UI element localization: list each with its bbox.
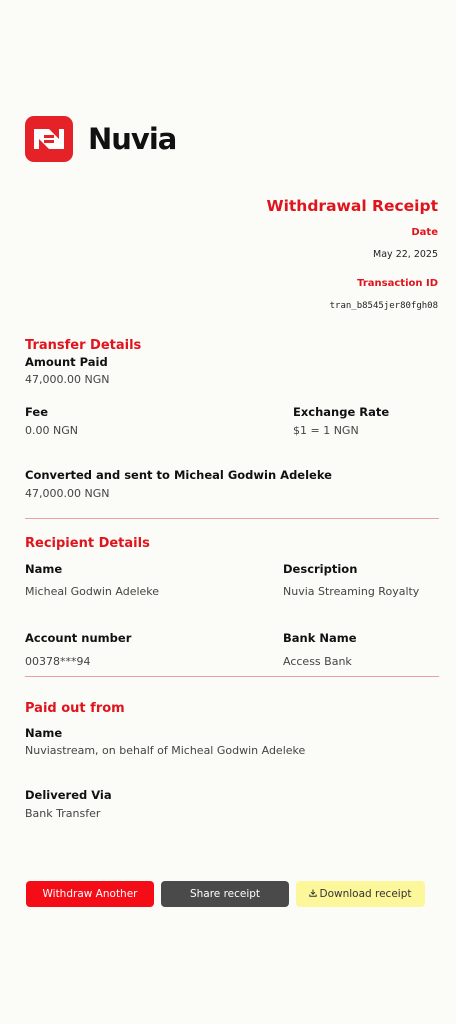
paid-out-title: Paid out from	[25, 701, 125, 716]
converted-value: 47,000.00 NGN	[25, 487, 110, 500]
amount-paid-value: 47,000.00 NGN	[25, 373, 110, 386]
description-label: Description	[283, 562, 358, 576]
account-number-value: 00378***94	[25, 655, 91, 668]
withdraw-another-button[interactable]	[26, 881, 154, 907]
download-receipt-label: Download receipt	[319, 888, 412, 900]
receipt-title: Withdrawal Receipt	[266, 197, 438, 215]
description-value: Nuvia Streaming Royalty	[283, 585, 420, 598]
download-receipt-button[interactable]	[296, 881, 425, 907]
delivered-via-label: Delivered Via	[25, 788, 112, 802]
amount-paid-label: Amount Paid	[25, 355, 108, 369]
fee-value: 0.00 NGN	[25, 424, 78, 437]
converted-label: Converted and sent to Micheal Godwin Adeleke	[25, 468, 332, 482]
payer-name-label: Name	[25, 726, 63, 740]
brand-name: Nuvia	[88, 122, 177, 156]
exchange-rate-label: Exchange Rate	[293, 405, 390, 419]
transaction-id-label: Transaction ID	[357, 278, 438, 289]
exchange-rate-value: $1 = 1 NGN	[293, 424, 359, 437]
brand-header	[25, 116, 176, 162]
share-receipt-label: Share receipt	[189, 888, 261, 900]
download-icon	[309, 889, 317, 900]
divider	[25, 518, 439, 519]
recipient-name-value: Micheal Godwin Adeleke	[25, 585, 160, 598]
bank-name-value: Access Bank	[283, 655, 352, 668]
divider	[25, 676, 439, 677]
share-receipt-button[interactable]	[161, 881, 289, 907]
transfer-details-title: Transfer Details	[25, 338, 142, 353]
recipient-details-title: Recipient Details	[25, 536, 150, 551]
date-value: May 22, 2025	[373, 249, 438, 260]
delivered-via-value: Bank Transfer	[25, 807, 101, 820]
payer-name-value: Nuviastream, on behalf of Micheal Godwin Adeleke	[25, 744, 306, 757]
withdraw-another-label: Withdraw Another	[42, 888, 138, 900]
transaction-id-value: tran_b8545jer80fgh08	[329, 301, 438, 311]
bank-name-label: Bank Name	[283, 631, 357, 645]
recipient-name-label: Name	[25, 562, 63, 576]
date-label: Date	[411, 227, 438, 238]
fee-label: Fee	[25, 405, 48, 419]
nuvia-logo-icon	[25, 116, 73, 162]
account-number-label: Account number	[25, 631, 132, 645]
